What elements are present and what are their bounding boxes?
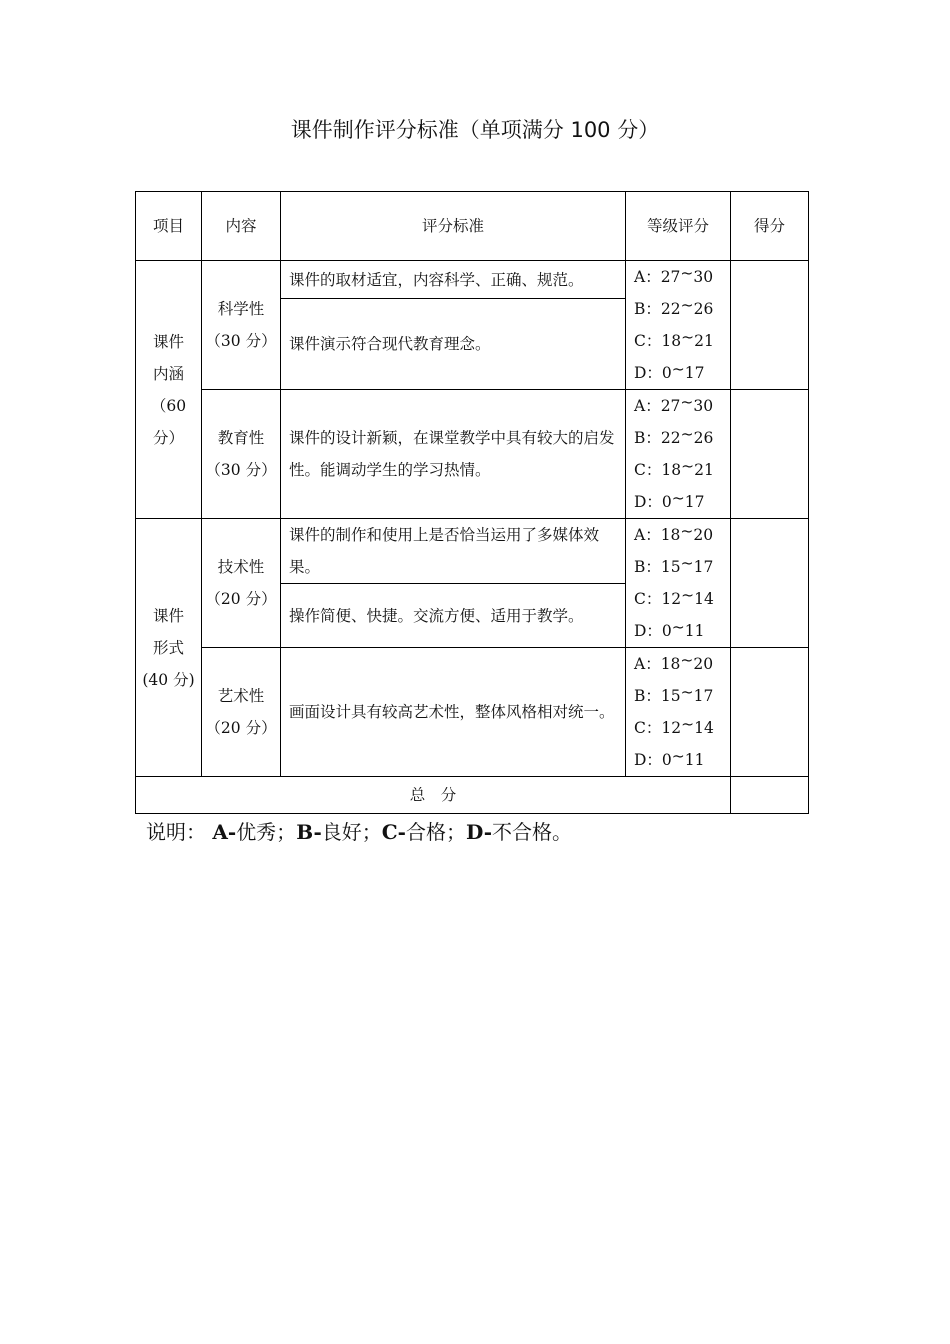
header-content: 内容: [202, 192, 281, 261]
total-score-cell[interactable]: [731, 777, 809, 814]
score-cell[interactable]: [731, 390, 809, 519]
grade-levels: A：18~20 B：15~17 C：12~14 D：0~11: [626, 648, 731, 777]
score-cell[interactable]: [731, 261, 809, 390]
criteria-cell: 画面设计具有较高艺术性，整体风格相对统一。: [281, 648, 626, 777]
page-title: 课件制作评分标准（单项满分 100 分）: [290, 118, 660, 142]
grade-levels: A：18~20 B：15~17 C：12~14 D：0~11: [626, 519, 731, 648]
criteria-cell: 课件演示符合现代教育理念。: [281, 299, 626, 390]
table-row: [136, 390, 809, 519]
score-cell[interactable]: [731, 648, 809, 777]
header-score: 得分: [731, 192, 809, 261]
header-item: 项目: [136, 192, 202, 261]
header-row: [136, 192, 809, 261]
sub-technical: 技术性 （20 分）: [202, 519, 281, 648]
sub-educational: 教育性 （30 分）: [202, 390, 281, 519]
sub-scientific: 科学性 （30 分）: [202, 261, 281, 390]
criteria-cell: 操作简便、快捷。交流方便、适用于教学。: [281, 584, 626, 648]
total-row: [136, 777, 809, 814]
criteria-cell: 课件的设计新颖，在课堂教学中具有较大的启发性。能调动学生的学习热情。: [281, 390, 626, 519]
grade-levels: A：27~30 B：22~26 C：18~21 D：0~17: [626, 261, 731, 390]
header-grade: 等级评分: [626, 192, 731, 261]
group-label-form: 课件 形式 (40 分): [136, 519, 202, 777]
total-label: 总 分: [136, 777, 731, 814]
grade-levels: A：27~30 B：22~26 C：18~21 D：0~17: [626, 390, 731, 519]
header-criteria: 评分标准: [281, 192, 626, 261]
criteria-cell: 课件的制作和使用上是否恰当运用了多媒体效果。: [281, 519, 626, 584]
scoring-table: [135, 191, 809, 814]
score-cell[interactable]: [731, 519, 809, 648]
table-row: [136, 648, 809, 777]
criteria-cell: 课件的取材适宜，内容科学、正确、规范。: [281, 261, 626, 299]
table-row: [136, 519, 809, 584]
group-label-connotation: 课件 内涵 （60 分）: [136, 261, 202, 519]
table-row: [136, 261, 809, 299]
legend-note: 说明： A-优秀；B-良好；C-合格；D-不合格。: [146, 820, 572, 844]
sub-artistic: 艺术性 （20 分）: [202, 648, 281, 777]
